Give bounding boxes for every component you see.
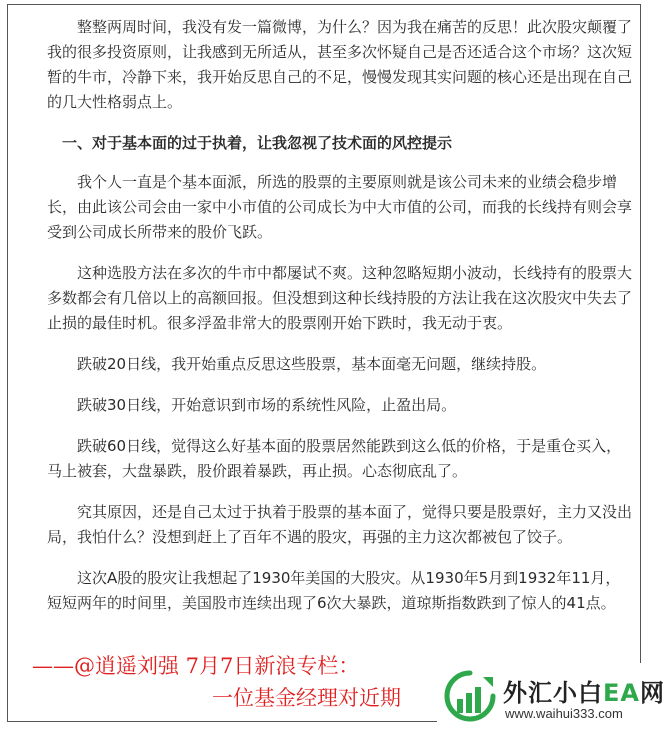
bar-chart-logo-icon bbox=[443, 669, 497, 723]
paragraph: 这种选股方法在多次的牛市中都屡试不爽。这种忽略短期小波动，长线持有的股票大多数都会有几倍以上的高额回报。但没想到这种长线持股的方法让我在这次股灾中失去了止损的最佳时机。很多浮盈非常大的股票刚开始下跌时，我无动于衷。 bbox=[47, 264, 633, 332]
article-frame bbox=[7, 4, 641, 722]
section-heading: 一、对于基本面的过于执着，让我忽视了技术面的风控提示 bbox=[62, 134, 453, 152]
watermark-title-end: 网 bbox=[639, 679, 665, 707]
signature-line-2: 一位基金经理对近期 bbox=[212, 686, 401, 710]
paragraph: 究其原因，还是自己太过于执着于股票的基本面了，觉得只要是股票好，主力又没出局，我怕什么？没想到赶上了百年不遇的股灾，再强的主力这次都被包了饺子。 bbox=[47, 503, 633, 546]
paragraph: 这次A股的股灾让我想起了1930年美国的大股灾。从1930年5月到1932年11月，短短两年的时间里，美国股市连续出现了6次大暴跌，道琼斯指数跌到了惊人的41点。 bbox=[47, 569, 621, 612]
watermark-url: www.waihui333.com bbox=[505, 706, 623, 721]
paragraph: 跌破60日线，觉得这么好基本面的股票居然能跌到这么低的价格，于是重仓买入，马上被套，大盘暴跌，股价跟着暴跌，再止损。心态彻底乱了。 bbox=[47, 437, 622, 480]
author-signature bbox=[32, 650, 401, 714]
watermark-title bbox=[503, 673, 665, 708]
site-watermark bbox=[437, 663, 665, 729]
paragraph: 跌破30日线，开始意识到市场的系统性风险，止盈出局。 bbox=[77, 396, 457, 414]
paragraph: 我个人一直是个基本面派，所选的股票的主要原则就是该公司未来的业绩会稳步增长，由此该公司会由一家中小市值的公司成长为中大市值的公司，而我的长线持有则会享受到公司成长所带来的股价飞跃。 bbox=[47, 173, 633, 241]
paragraph-intro: 整整两周时间，我没有发一篇微博，为什么？因为我在痛苦的反思！此次股灾颠覆了我的很多投资原则，让我感到无所适从，甚至多次怀疑自己是否还适合这个市场？这次短暂的牛市，冷静下来，我开始反思自己的不足，慢慢发现其实问题的核心还是出现在自己的几大性格弱点上。 bbox=[47, 18, 633, 111]
signature-line-1: ——@逍遥刘强 7月7日新浪专栏： bbox=[32, 654, 360, 678]
article-body bbox=[47, 15, 635, 632]
watermark-title-text: 外汇小白 bbox=[503, 679, 603, 707]
watermark-title-ea: EA bbox=[603, 679, 640, 707]
paragraph: 跌破20日线，我开始重点反思这些股票，基本面毫无问题，继续持股。 bbox=[77, 355, 547, 373]
